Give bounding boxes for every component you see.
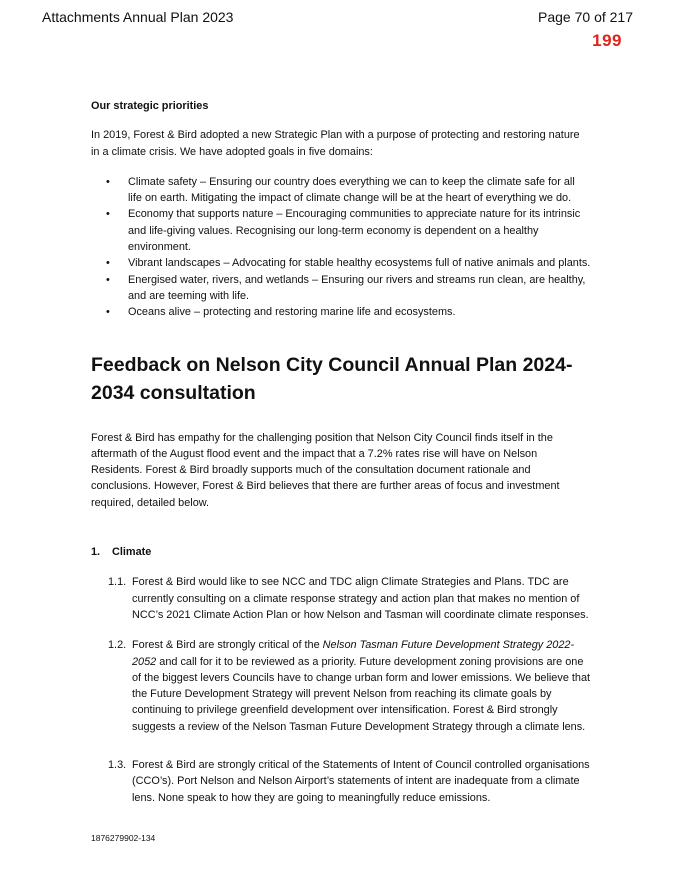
list-item: • Energised water, rivers, and wetlands – Ensuring our rivers and streams run clean, are healthy, and are teeming with life.	[91, 272, 591, 305]
item-text-after: and call for it to be reviewed as a priority. Future development zoning provisions are one of the biggest levers Councils have to change urban form and lower emissions. We believe that the Future Development Strategy will prevent Nelson from reaching its climate goals by continuing to privilege greenfield development over intensification. Forest & Bird strongly suggests a review of the Nelson Tasman Future Development Strategy through a climate lens.	[132, 655, 591, 733]
header-title: Attachments Annual Plan 2023	[42, 9, 234, 25]
item-text-before: Forest & Bird are strongly critical of the	[132, 639, 323, 652]
strategic-goals-list	[91, 174, 591, 321]
item-number: 1.1.	[108, 576, 127, 589]
item-text: Forest & Bird would like to see NCC and TDC align Climate Strategies and Plans. TDC are currently consulting on a climate response strategy and action plan that makes no mention of NCC’s 2021 Climate Action Plan or how Nelson and Tasman will coordinate climate responses.	[132, 576, 589, 621]
section-number: 1.	[91, 546, 101, 559]
section-title: Climate	[112, 546, 152, 559]
list-item: • Economy that supports nature – Encouraging communities to appreciate nature for its intrinsic and life-giving values. Recognising our long-term economy is dependent on a healthy environment.	[91, 206, 591, 255]
strategic-priorities-intro: In 2019, Forest & Bird adopted a new Strategic Plan with a purpose of protecting and restoring nature in a climate crisis. We have adopted goals in five domains:	[91, 129, 580, 158]
feedback-title: Feedback on Nelson City Council Annual Plan 2024-2034 consultation	[91, 353, 573, 404]
strategy-title-italic: Nelson Tasman Future Development Strategy 2022-2052	[132, 639, 575, 668]
page-number-stamp: 199	[592, 31, 622, 50]
climate-item-1-3	[91, 757, 591, 806]
document-id: 1876279902-134	[91, 833, 156, 843]
document-body	[91, 98, 591, 806]
page-indicator: Page 70 of 217	[538, 9, 633, 25]
item-number: 1.2.	[108, 639, 127, 652]
climate-item-1-2	[91, 637, 591, 735]
item-text: Forest & Bird are strongly critical of the Statements of Intent of Council controlled organisations (CCO’s). Port Nelson and Nelson Airport’s statements of intent are inadequate from a climate lens. None speak to how they are going to meaningfully reduce emissions.	[132, 759, 590, 804]
item-number: 1.3.	[108, 759, 127, 772]
feedback-intro: Forest & Bird has empathy for the challenging position that Nelson City Council finds itself in the aftermath of the August flood event and the impact that a 7.2% rates rise will have on Nelson Residents. Forest & Bird broadly supports much of the consultation document rationale and conclusions. However, Forest & Bird believes that there are further areas of focus and investment required, detailed below.	[91, 431, 560, 509]
climate-item-1-1	[91, 574, 591, 623]
climate-section-heading	[91, 544, 591, 560]
list-item: • Vibrant landscapes – Advocating for stable healthy ecosystems full of native animals and plants.	[91, 255, 591, 271]
list-item: • Oceans alive – protecting and restoring marine life and ecosystems.	[91, 304, 591, 320]
list-item: • Climate safety – Ensuring our country does everything we can to keep the climate safe for all life on earth. Mitigating the impact of climate change will be at the heart of everything we do.	[91, 174, 591, 207]
strategic-priorities-heading: Our strategic priorities	[91, 100, 209, 112]
